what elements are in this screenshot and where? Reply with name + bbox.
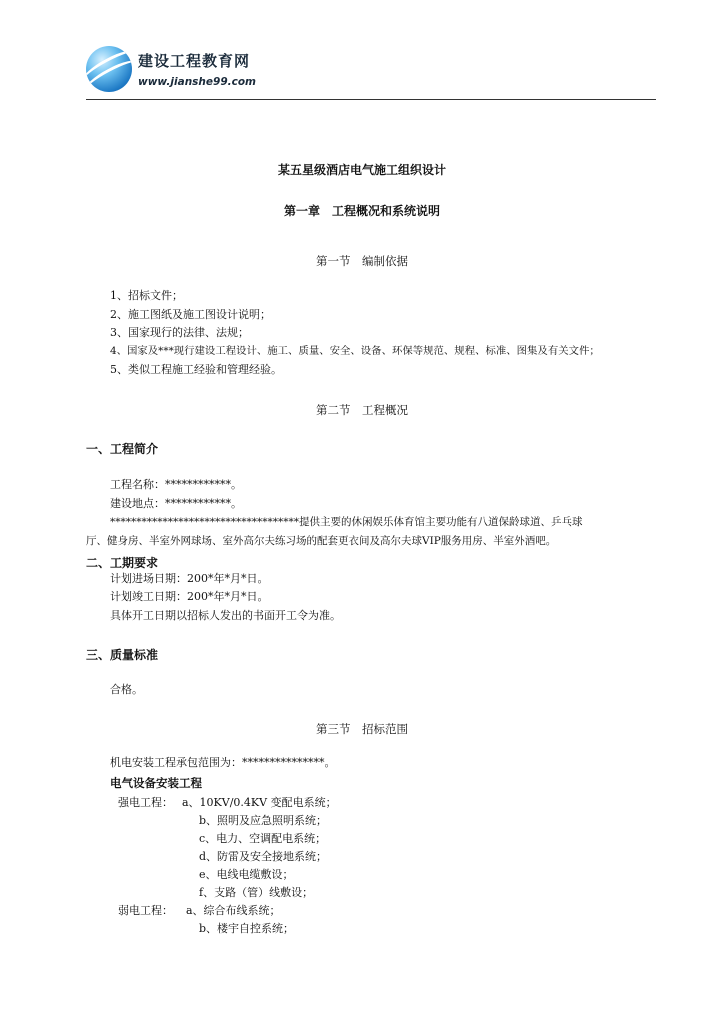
header-divider bbox=[86, 99, 656, 100]
basis-item: 5、类似工程施工经验和管理经验。 bbox=[110, 363, 282, 376]
electrical-install-heading: 电气设备安装工程 bbox=[110, 776, 202, 790]
project-description-line2: 厅、健身房、半室外网球场、室外高尔夫练习场的配套更衣间及高尔夫球VIP服务用房、半室外酒吧。 bbox=[86, 535, 557, 547]
logo-title: 建设工程教育网 bbox=[138, 52, 251, 70]
logo-url: www.jianshe99.com bbox=[138, 76, 257, 88]
document-title: 某五星级酒店电气施工组织设计 bbox=[277, 163, 446, 177]
strong-current-item: f、支路（管）线敷设； bbox=[199, 886, 314, 899]
basis-item: 1、招标文件； bbox=[110, 289, 183, 302]
schedule-note: 具体开工日期以招标人发出的书面开工令为准。 bbox=[110, 609, 341, 622]
weak-current-label: 弱电工程： bbox=[118, 904, 173, 917]
site-logo bbox=[86, 46, 286, 96]
weak-current-item: b、楼宇自控系统； bbox=[199, 922, 295, 935]
project-description-line1: ************************************提供主要的休闲娱乐体育馆主要功能有八道保龄球道、乒乓球 bbox=[110, 516, 583, 528]
project-location: 建设地点：************。 bbox=[110, 497, 242, 510]
bid-scope: 机电安装工程承包范围为：***************。 bbox=[110, 756, 336, 769]
strong-current-item: d、防雷及安全接地系统； bbox=[199, 850, 328, 863]
section-title-1: 第一节 编制依据 bbox=[316, 254, 408, 268]
heading-project-intro: 一、工程简介 bbox=[86, 442, 159, 456]
heading-quality: 三、质量标准 bbox=[86, 648, 159, 662]
strong-current-label: 强电工程： bbox=[118, 796, 173, 809]
heading-schedule: 二、工期要求 bbox=[86, 556, 159, 570]
strong-current-item: a、10KV/0.4KV 变配电系统； bbox=[182, 796, 337, 809]
basis-item: 2、施工图纸及施工图设计说明； bbox=[110, 308, 271, 321]
basis-item: 4、国家及***现行建设工程设计、施工、质量、安全、设备、环保等规范、规程、标准、图集及有关文件； bbox=[110, 345, 600, 357]
planned-start-date: 计划进场日期：200*年*月*日。 bbox=[110, 572, 269, 585]
quality-value: 合格。 bbox=[110, 683, 143, 696]
strong-current-item: c、电力、空调配电系统； bbox=[199, 832, 327, 845]
chapter-title: 第一章 工程概况和系统说明 bbox=[283, 204, 440, 218]
section-title-2: 第二节 工程概况 bbox=[316, 403, 408, 417]
strong-current-item: e、电线电缆敷设； bbox=[199, 868, 294, 881]
planned-end-date: 计划竣工日期：200*年*月*日。 bbox=[110, 590, 269, 603]
strong-current-item: b、照明及应急照明系统； bbox=[199, 814, 328, 827]
globe-logo-icon bbox=[86, 46, 132, 92]
section-title-3: 第三节 招标范围 bbox=[316, 722, 408, 736]
weak-current-item: a、综合布线系统； bbox=[186, 904, 281, 917]
basis-item: 3、国家现行的法律、法规； bbox=[110, 326, 249, 339]
project-name: 工程名称：************。 bbox=[110, 478, 242, 491]
